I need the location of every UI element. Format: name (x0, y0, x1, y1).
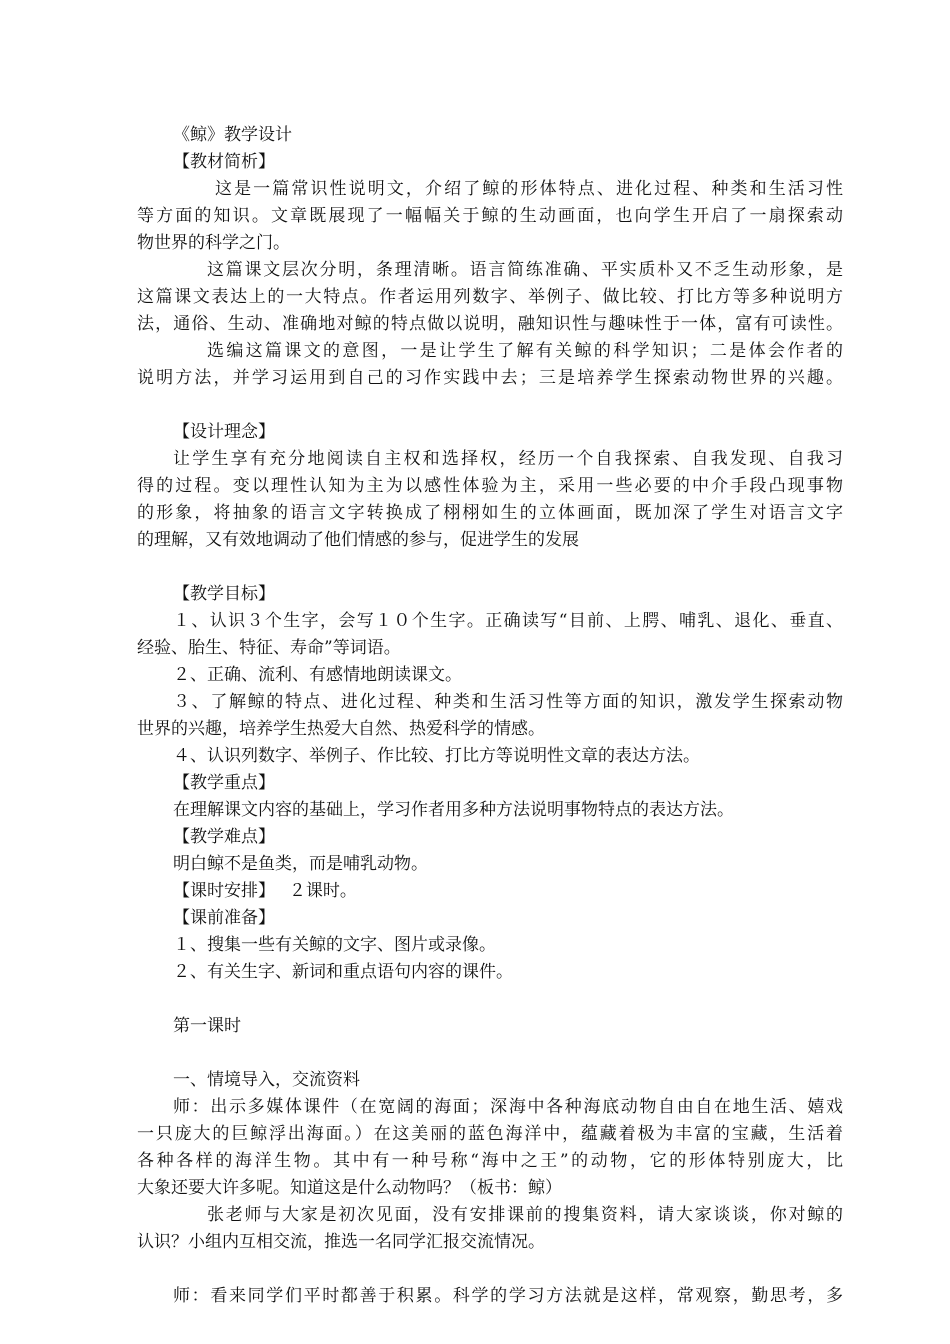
heading-step1: 一、情境导入，交流资料 (173, 1070, 360, 1090)
difficulty-text: 明白鲸不是鱼类，而是哺乳动物。 (173, 854, 428, 874)
spacer (137, 554, 843, 581)
analysis-line: 等方面的知识。文章既展现了一幅幅关于鲸的生动画面，也向学生开启了一扇探索动 (137, 206, 843, 226)
step1-line: 大象还要大许多呢。知道这是什么动物吗？（板书：鲸） (137, 1178, 562, 1198)
concept-line: 让学生享有充分地阅读自主权和选择权，经历一个自我探索、自我发现、自我习 (173, 449, 843, 469)
concept-line: 的理解，又有效地调动了他们情感的参与，促进学生的发展 (137, 530, 579, 550)
analysis-line: 这是一篇常识性说明文，介绍了鲸的形体特点、进化过程、种类和生活习性 (215, 179, 843, 199)
analysis-line: 法，通俗、生动、准确地对鲸的特点做以说明，融知识性与趣味性于一体，富有可读性。 (137, 314, 843, 334)
heading-concept: 【设计理念】 (173, 422, 275, 442)
heading-goals: 【教学目标】 (173, 584, 275, 604)
analysis-line: 选编这篇课文的意图，一是让学生了解有关鲸的科学知识；二是体会作者的 (207, 341, 843, 361)
goal-line: ４、认识列数字、举例子、作比较、打比方等说明性文章的表达方法。 (173, 746, 700, 766)
closing-line: 师：看来同学们平时都善于积累。科学的学习方法就是这样，常观察，勤思考，多 (173, 1286, 843, 1306)
prep-line: １、搜集一些有关鲸的文字、图片或录像。 (173, 935, 496, 955)
heading-focus: 【教学重点】 (173, 773, 275, 793)
goal-line: 经验、胎生、特征、寿命”等词语。 (137, 638, 401, 658)
step1-line: 各种各样的海洋生物。其中有一种号称“海中之王”的动物，它的形体特别庞大，比 (137, 1151, 843, 1171)
goal-line: ３、了解鲸的特点、进化过程、种类和生活习性等方面的知识，激发学生探索动物 (173, 692, 843, 712)
spacer (137, 986, 843, 1013)
focus-text: 在理解课文内容的基础上，学习作者用多种方法说明事物特点的表达方法。 (173, 800, 734, 820)
spacer (137, 1256, 843, 1283)
heading-difficulty: 【教学难点】 (173, 827, 275, 847)
analysis-line: 这篇课文表达上的一大特点。作者运用列数字、举例子、做比较、打比方等多种说明方 (137, 287, 843, 307)
heading-analysis: 【教材简析】 (173, 152, 275, 172)
document-body (137, 122, 843, 1310)
prep-line: ２、有关生字、新词和重点语句内容的课件。 (173, 962, 513, 982)
step1-line: 师：出示多媒体课件（在宽阔的海面；深海中各种海底动物自由自在地生活、嬉戏 (173, 1097, 843, 1117)
analysis-line: 说明方法，并学习运用到自己的习作实践中去；三是培养学生探索动物世界的兴趣。 (137, 368, 843, 388)
goal-line: ２、正确、流利、有感情地朗读课文。 (173, 665, 462, 685)
step1-line: 张老师与大家是初次见面，没有安排课前的搜集资料，请大家谈谈，你对鲸的 (207, 1205, 843, 1225)
concept-line: 的形象，将抽象的语言文字转换成了栩栩如生的立体画面，既加深了学生对语言文字 (137, 503, 843, 523)
step1-line: 一只庞大的巨鲸浮出海面。）在这美丽的蓝色海洋中，蕴藏着极为丰富的宝藏，生活着 (137, 1124, 843, 1144)
heading-prep: 【课前准备】 (173, 908, 275, 928)
concept-line: 得的过程。变以理性认知为主为以感性体验为主，采用一些必要的中介手段凸现事物 (137, 476, 843, 496)
spacer (137, 392, 843, 419)
analysis-line: 物世界的科学之门。 (137, 233, 290, 253)
goal-line: １、认识３个生字，会写１０个生字。正确读写“目前、上腭、哺乳、退化、垂直、 (173, 611, 843, 631)
spacer (137, 1040, 843, 1067)
step1-line: 认识？小组内互相交流，推选一名同学汇报交流情况。 (137, 1232, 545, 1252)
schedule-text: 【课时安排】 ２课时。 (173, 881, 357, 901)
document-title: 《鲸》教学设计 (173, 125, 292, 145)
goal-line: 世界的兴趣，培养学生热爱大自然、热爱科学的情感。 (137, 719, 545, 739)
lesson-title: 第一课时 (173, 1016, 241, 1036)
analysis-line: 这篇课文层次分明，条理清晰。语言简练准确、平实质朴又不乏生动形象，是 (207, 260, 843, 280)
